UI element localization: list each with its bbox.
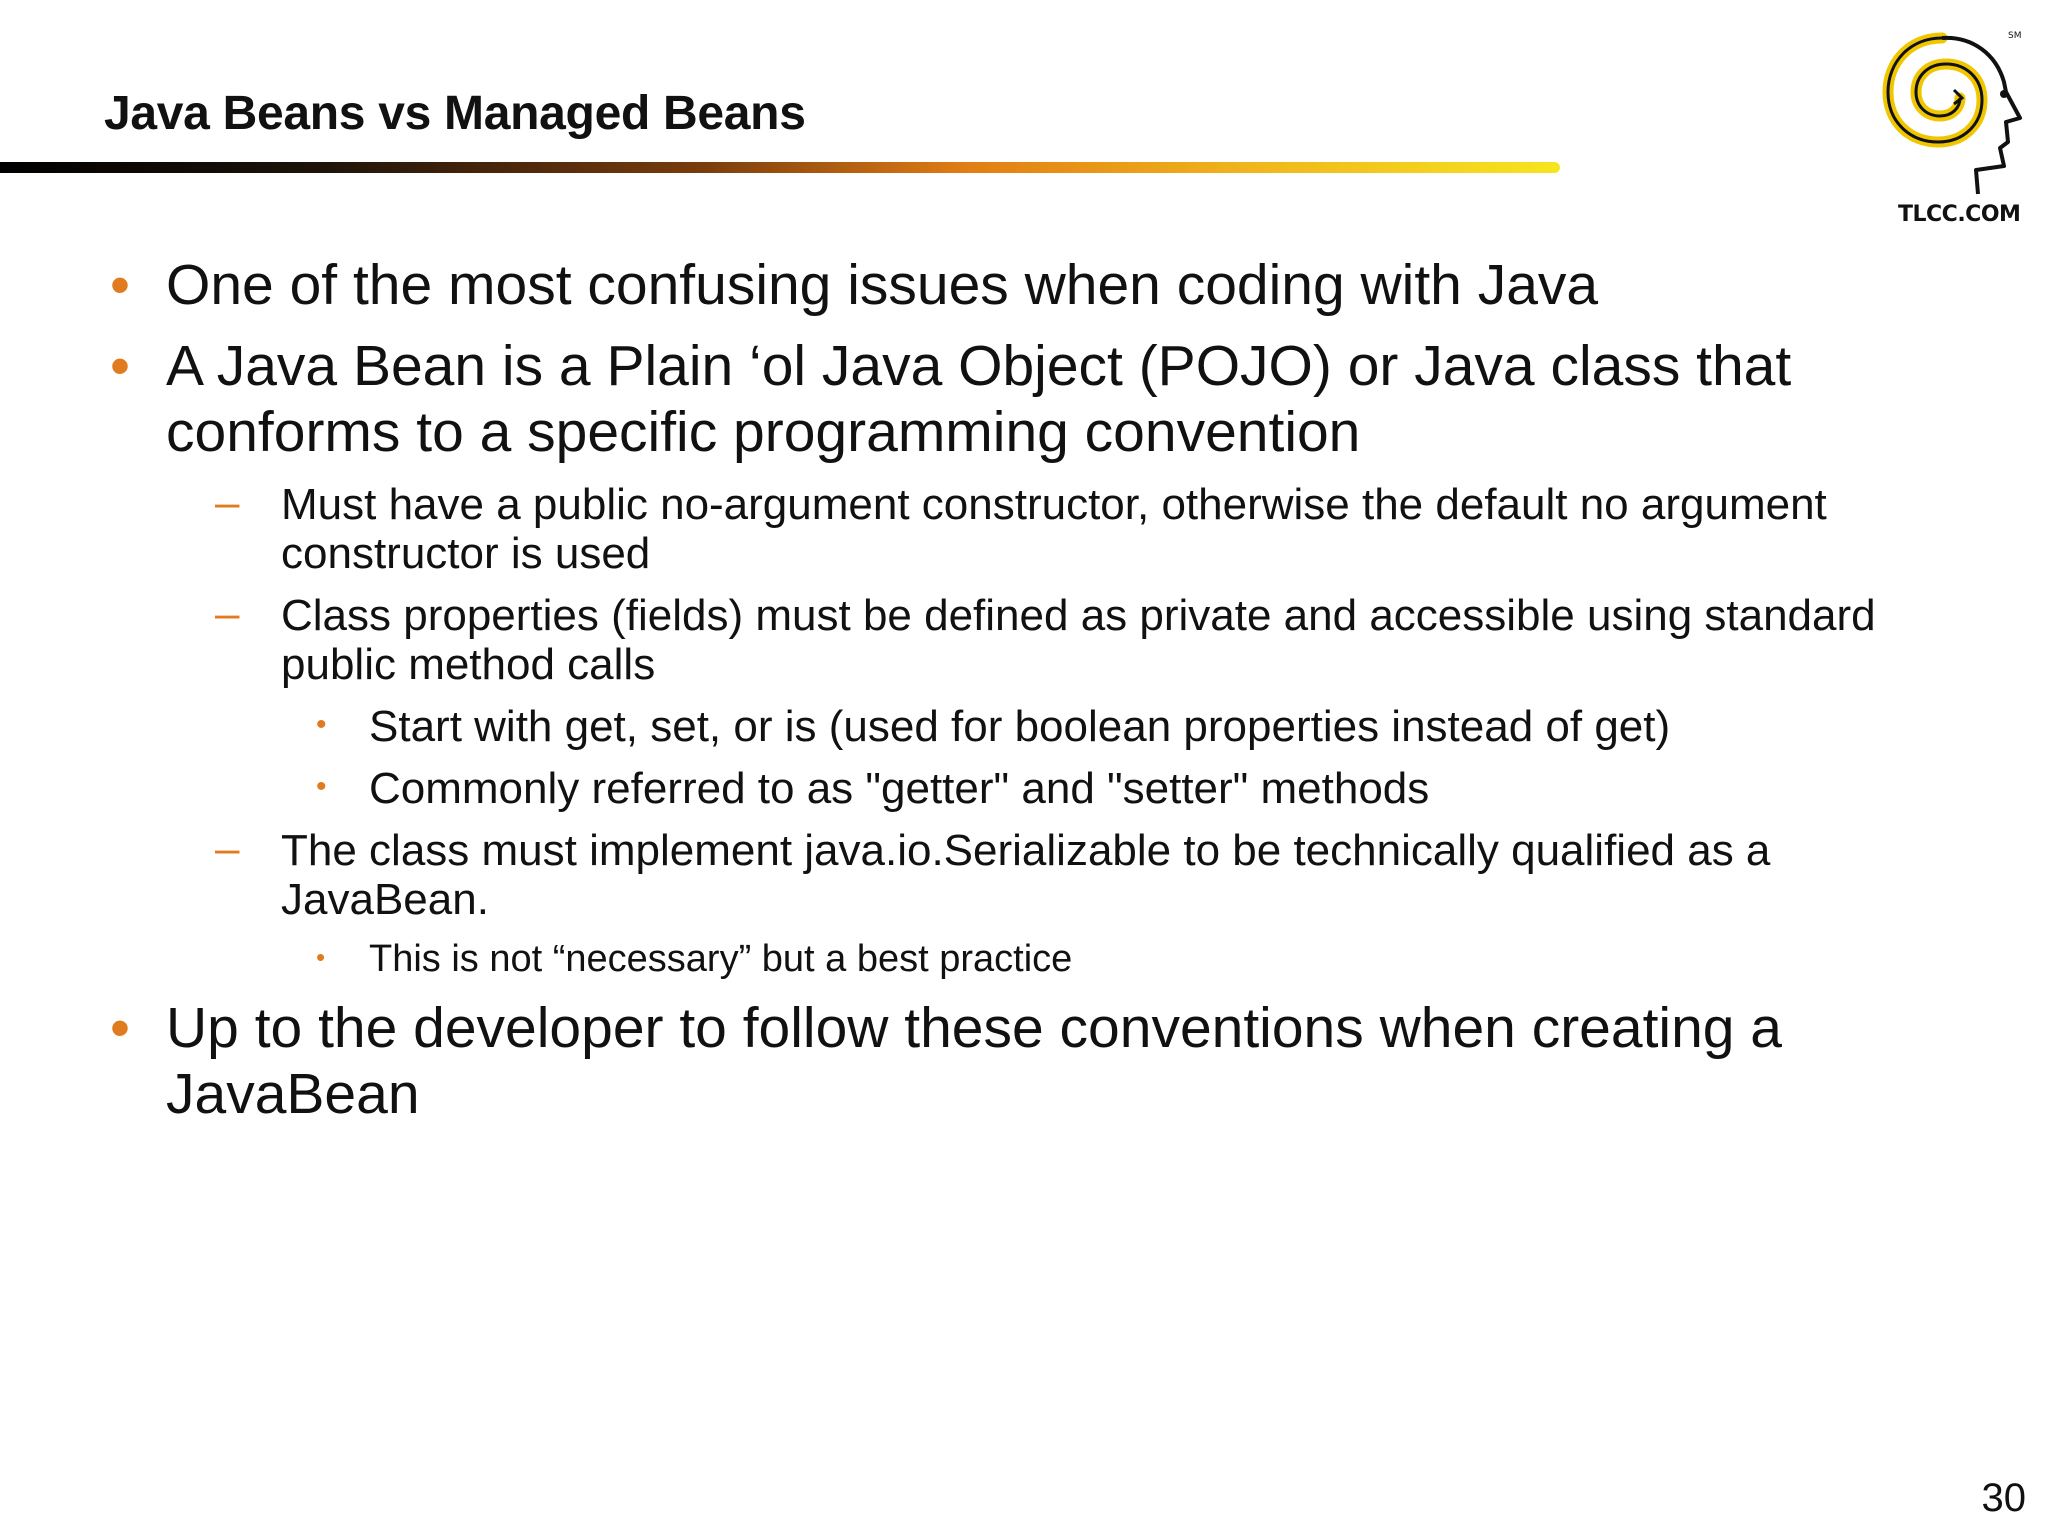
title-underline [0, 162, 1560, 173]
bullet-text: The class must implement java.io.Serializable to be technically qualified as a JavaBean. [281, 826, 1771, 924]
dash-icon: – [215, 478, 240, 527]
bullet-item [110, 995, 1970, 1127]
slide-title: Java Beans vs Managed Beans [104, 87, 806, 140]
bullet-icon: • [316, 708, 327, 741]
sub-sub-bullet-item [110, 764, 1970, 813]
logo-text: TLCC.COM [1898, 202, 2021, 227]
svg-text:SM: SM [2008, 31, 2022, 41]
dash-icon: – [215, 824, 240, 873]
bullet-text: Class properties (fields) must be defined as private and accessible using standard public method calls [281, 591, 1876, 689]
bullet-item [110, 252, 1970, 318]
bullet-icon: • [110, 253, 130, 317]
bullet-text: Commonly referred to as "getter" and "setter" methods [369, 764, 1430, 813]
bullet-text: One of the most confusing issues when coding with Java [166, 253, 1599, 317]
bullet-icon: • [110, 996, 130, 1060]
bullet-item [110, 333, 1970, 465]
bullet-text: This is not “necessary” but a best practice [369, 938, 1073, 980]
bullet-icon: • [110, 334, 130, 398]
sub-sub-bullet-item [110, 937, 1970, 981]
bullet-list [110, 252, 1970, 1142]
bullet-icon: • [316, 770, 327, 803]
sub-bullet-item [110, 480, 1970, 578]
sub-bullet-item [110, 826, 1970, 924]
sub-sub-bullet-item [110, 702, 1970, 751]
bullet-text: Must have a public no-argument constructor, otherwise the default no argument constructor is used [281, 480, 1827, 578]
page-number: 30 [1981, 1476, 2026, 1520]
dash-icon: – [215, 589, 240, 638]
bullet-text: A Java Bean is a Plain ‘ol Java Object (POJO) or Java class that conforms to a specific programming convention [166, 334, 1792, 464]
bullet-text: Start with get, set, or is (used for boolean properties instead of get) [369, 702, 1671, 751]
bullet-icon: • [316, 942, 326, 972]
sub-bullet-item [110, 591, 1970, 689]
bullet-text: Up to the developer to follow these conventions when creating a JavaBean [166, 996, 1783, 1126]
